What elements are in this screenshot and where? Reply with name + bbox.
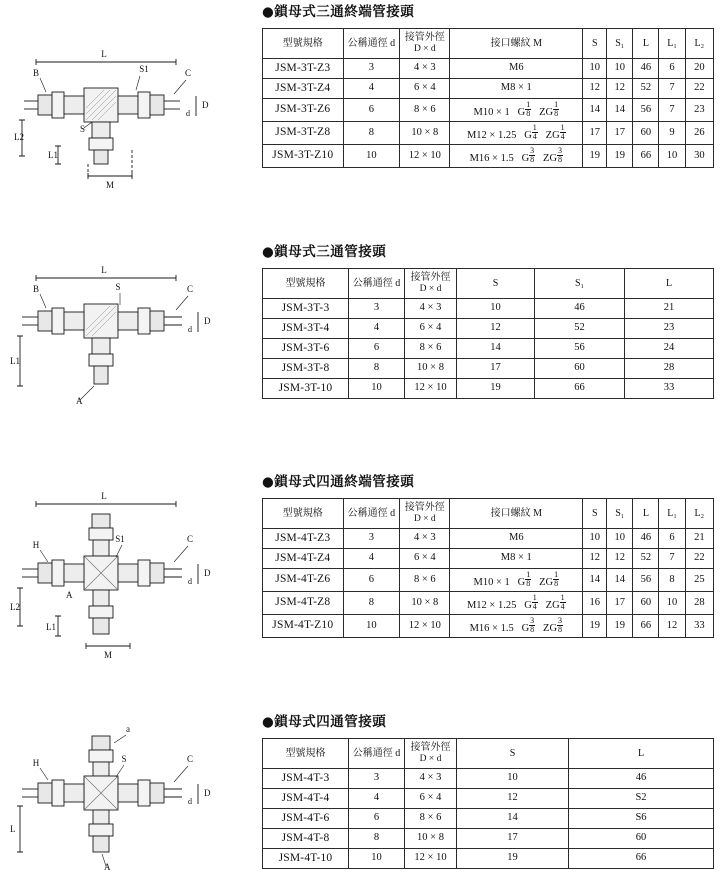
- table-cross-union-wrapper: [262, 710, 714, 869]
- table-header-row: [263, 29, 714, 59]
- table-header-row: [263, 499, 714, 529]
- cell-S: 19: [457, 379, 535, 399]
- table-row: [263, 59, 714, 79]
- cell-d: 4: [343, 549, 400, 569]
- cell-model: JSM-4T-Z4: [263, 549, 344, 569]
- th-l: L: [569, 739, 714, 769]
- cell-S: 17: [457, 829, 569, 849]
- cell-Dd: 6 × 4: [405, 789, 457, 809]
- svg-text:d: d: [186, 109, 190, 118]
- cell-L2: 25: [685, 569, 713, 592]
- cell-L: 60: [633, 591, 659, 614]
- table-row: [263, 319, 714, 339]
- diagram-cross-union: [0, 710, 258, 894]
- svg-text:M: M: [105, 180, 115, 190]
- cell-model: JSM-4T-Z8: [263, 591, 344, 614]
- cell-L: S6: [569, 809, 714, 829]
- th-nominal: 公稱通徑 d: [343, 499, 400, 529]
- cell-model: JSM-3T-8: [263, 359, 349, 379]
- spec-table-tee-terminal: [262, 28, 714, 168]
- cell-S: 12: [583, 79, 607, 99]
- cell-d: 6: [343, 99, 400, 122]
- cell-Dd: 4 × 3: [405, 299, 457, 319]
- cell-S: 17: [583, 121, 607, 144]
- cell-Dd: 8 × 6: [400, 569, 450, 592]
- cell-thread: M12 × 1.25 G $\frac{1}{4}$ ZG $\frac{1}{4}$: [450, 121, 583, 144]
- section-tee-union: [0, 240, 720, 455]
- th-nominal: 公稱通徑 d: [349, 739, 405, 769]
- section-cross-union: [0, 710, 720, 894]
- cell-L1: 6: [659, 529, 685, 549]
- cell-Dd: 12 × 10: [400, 144, 450, 167]
- th-s: S: [583, 29, 607, 59]
- cell-Dd: 12 × 10: [400, 614, 450, 637]
- th-model: 型號規格: [263, 29, 344, 59]
- section-title-4: ●鎖母式四通管接頭: [262, 714, 387, 730]
- table-row: [263, 379, 714, 399]
- cell-L: 46: [569, 769, 714, 789]
- table-row: [263, 339, 714, 359]
- table-row: [263, 614, 714, 637]
- cell-d: 3: [349, 299, 405, 319]
- cell-d: 6: [349, 339, 405, 359]
- table-row: [263, 591, 714, 614]
- cell-L: 28: [625, 359, 714, 379]
- cell-L2: 33: [685, 614, 713, 637]
- cell-d: 3: [343, 59, 400, 79]
- cell-L: 56: [633, 99, 659, 122]
- cell-model: JSM-4T-3: [263, 769, 349, 789]
- th-s: S: [457, 739, 569, 769]
- cell-L: S2: [569, 789, 714, 809]
- cell-model: JSM-3T-Z10: [263, 144, 344, 167]
- svg-text:B: B: [32, 284, 40, 294]
- cell-d: 6: [349, 809, 405, 829]
- svg-text:A: A: [76, 396, 83, 406]
- cell-model: JSM-4T-Z10: [263, 614, 344, 637]
- svg-text:S1: S1: [115, 534, 125, 544]
- cell-model: JSM-3T-10: [263, 379, 349, 399]
- cell-thread: M8 × 1: [450, 79, 583, 99]
- cell-L: 46: [633, 529, 659, 549]
- th-s1: S₁: [535, 269, 625, 299]
- cell-L2: 22: [685, 549, 713, 569]
- svg-text:S: S: [121, 754, 127, 764]
- cell-S1: 52: [535, 319, 625, 339]
- cell-S: 14: [457, 809, 569, 829]
- cell-S1: 10: [607, 529, 633, 549]
- th-model: 型號規格: [263, 739, 349, 769]
- cell-model: JSM-4T-6: [263, 809, 349, 829]
- svg-text:a: a: [126, 724, 130, 734]
- cell-S1: 60: [535, 359, 625, 379]
- spec-table-cross-terminal: [262, 498, 714, 638]
- cell-L: 46: [633, 59, 659, 79]
- cell-S: 10: [583, 59, 607, 79]
- svg-text:S: S: [80, 124, 86, 134]
- cell-thread: M10 × 1 G $\frac{1}{8}$ ZG $\frac{1}{8}$: [450, 99, 583, 122]
- table-row: [263, 769, 714, 789]
- cell-L2: 20: [685, 59, 713, 79]
- th-l1: L₁: [659, 29, 685, 59]
- table-header-row: [263, 269, 714, 299]
- cell-Dd: 8 × 6: [405, 339, 457, 359]
- cell-model: JSM-4T-Z3: [263, 529, 344, 549]
- cell-S1: 17: [607, 591, 633, 614]
- cell-Dd: 4 × 3: [400, 59, 450, 79]
- svg-text:D: D: [204, 788, 211, 798]
- section-cross-terminal: [0, 470, 720, 695]
- cell-L: 21: [625, 299, 714, 319]
- cell-thread: M12 × 1.25 G $\frac{1}{4}$ ZG $\frac{1}{4}$: [450, 591, 583, 614]
- cell-Dd: 4 × 3: [400, 529, 450, 549]
- cell-d: 10: [343, 614, 400, 637]
- th-l: L: [625, 269, 714, 299]
- cell-L: 56: [633, 569, 659, 592]
- th-nominal: 公稱通徑 d: [343, 29, 400, 59]
- table-row: [263, 299, 714, 319]
- cell-S: 19: [457, 849, 569, 869]
- cell-Dd: 8 × 6: [405, 809, 457, 829]
- th-pipe-od: 接管外徑 D × d: [405, 269, 457, 299]
- cell-d: 3: [349, 769, 405, 789]
- table-row: [263, 99, 714, 122]
- svg-text:L: L: [101, 491, 107, 501]
- cell-S1: 56: [535, 339, 625, 359]
- cell-S: 14: [583, 569, 607, 592]
- svg-text:D: D: [204, 568, 211, 578]
- th-l: L: [633, 29, 659, 59]
- cell-model: JSM-3T-Z8: [263, 121, 344, 144]
- cell-S1: 46: [535, 299, 625, 319]
- cell-S: 17: [457, 359, 535, 379]
- cell-model: JSM-3T-Z4: [263, 79, 344, 99]
- cell-d: 4: [343, 79, 400, 99]
- svg-text:d: d: [188, 577, 192, 586]
- cell-L: 33: [625, 379, 714, 399]
- cell-thread: M16 × 1.5 G $\frac{3}{8}$ ZG $\frac{3}{8}$: [450, 144, 583, 167]
- cell-L1: 7: [659, 79, 685, 99]
- cell-d: 8: [349, 829, 405, 849]
- th-s: S: [457, 269, 535, 299]
- table-row: [263, 849, 714, 869]
- cell-d: 8: [343, 591, 400, 614]
- svg-text:d: d: [188, 325, 192, 334]
- th-thread: 接口螺紋 M: [450, 499, 583, 529]
- th-pipe-od: 接管外徑 D × d: [400, 499, 450, 529]
- cell-L1: 12: [659, 614, 685, 637]
- th-model: 型號規格: [263, 269, 349, 299]
- svg-text:A: A: [66, 590, 73, 600]
- cell-S: 10: [457, 769, 569, 789]
- cell-thread: M16 × 1.5 G $\frac{3}{8}$ ZG $\frac{3}{8}$: [450, 614, 583, 637]
- th-nominal: 公稱通徑 d: [349, 269, 405, 299]
- cell-Dd: 6 × 4: [405, 319, 457, 339]
- cell-thread: M6: [450, 59, 583, 79]
- spec-table-cross-union: [262, 738, 714, 869]
- cell-model: JSM-4T-10: [263, 849, 349, 869]
- table-header-row: [263, 739, 714, 769]
- diagram-tee-terminal: [0, 0, 258, 240]
- cell-model: JSM-4T-Z6: [263, 569, 344, 592]
- svg-text:D: D: [202, 100, 209, 110]
- th-thread: 接口螺紋 M: [450, 29, 583, 59]
- cell-S: 10: [583, 529, 607, 549]
- cell-model: JSM-3T-4: [263, 319, 349, 339]
- cell-Dd: 12 × 10: [405, 849, 457, 869]
- cell-Dd: 4 × 3: [405, 769, 457, 789]
- cell-L: 52: [633, 79, 659, 99]
- svg-text:C: C: [186, 754, 194, 764]
- cell-S: 19: [583, 144, 607, 167]
- spec-table-tee-union: [262, 268, 714, 399]
- cell-Dd: 10 × 8: [405, 829, 457, 849]
- cell-S1: 66: [535, 379, 625, 399]
- cell-L: 60: [633, 121, 659, 144]
- cell-model: JSM-4T-8: [263, 829, 349, 849]
- cell-S: 19: [583, 614, 607, 637]
- svg-text:L1: L1: [48, 150, 58, 160]
- section-title-3: ●鎖母式四通終端管接頭: [262, 474, 415, 490]
- svg-text:C: C: [186, 534, 194, 544]
- cell-S: 14: [457, 339, 535, 359]
- svg-text:B: B: [32, 68, 40, 78]
- th-s1: S₁: [607, 499, 633, 529]
- section-tee-terminal: [0, 0, 720, 240]
- cell-S1: 19: [607, 614, 633, 637]
- cell-model: JSM-3T-Z6: [263, 99, 344, 122]
- cell-L: 66: [569, 849, 714, 869]
- th-l1: L₁: [659, 499, 685, 529]
- cell-L2: 28: [685, 591, 713, 614]
- cell-Dd: 8 × 6: [400, 99, 450, 122]
- svg-text:C: C: [186, 284, 194, 294]
- cell-L: 24: [625, 339, 714, 359]
- svg-text:S1: S1: [139, 64, 149, 74]
- cell-L1: 7: [659, 549, 685, 569]
- cell-S1: 10: [607, 59, 633, 79]
- cell-L1: 10: [659, 591, 685, 614]
- table-cross-terminal-wrapper: [262, 470, 714, 638]
- cell-thread: M8 × 1: [450, 549, 583, 569]
- svg-text:D: D: [204, 316, 211, 326]
- cell-Dd: 10 × 8: [400, 121, 450, 144]
- cell-d: 8: [349, 359, 405, 379]
- th-s: S: [583, 499, 607, 529]
- svg-text:L1: L1: [10, 356, 20, 366]
- cell-L1: 7: [659, 99, 685, 122]
- table-tee-terminal-wrapper: [262, 0, 714, 168]
- svg-text:L1: L1: [46, 622, 56, 632]
- th-model: 型號規格: [263, 499, 344, 529]
- cell-L2: 30: [685, 144, 713, 167]
- cell-L1: 10: [659, 144, 685, 167]
- cell-Dd: 10 × 8: [400, 591, 450, 614]
- cell-S1: 12: [607, 79, 633, 99]
- cell-S: 12: [457, 319, 535, 339]
- cell-d: 4: [349, 319, 405, 339]
- cell-S: 12: [457, 789, 569, 809]
- section-title-1: ●鎖母式三通終端管接頭: [262, 4, 415, 20]
- svg-text:S: S: [115, 282, 121, 292]
- th-l2: L₂: [685, 29, 713, 59]
- th-pipe-od: 接管外徑 D × d: [400, 29, 450, 59]
- cell-L: 60: [569, 829, 714, 849]
- cell-L2: 23: [685, 99, 713, 122]
- svg-text:H: H: [32, 758, 40, 768]
- cell-S: 12: [583, 549, 607, 569]
- cell-model: JSM-3T-6: [263, 339, 349, 359]
- svg-text:H: H: [32, 540, 40, 550]
- cell-d: 10: [343, 144, 400, 167]
- cell-L1: 8: [659, 569, 685, 592]
- cell-S: 10: [457, 299, 535, 319]
- cell-S: 14: [583, 99, 607, 122]
- cell-Dd: 12 × 10: [405, 379, 457, 399]
- table-row: [263, 529, 714, 549]
- table-row: [263, 144, 714, 167]
- cell-S1: 14: [607, 569, 633, 592]
- cell-L: 52: [633, 549, 659, 569]
- cell-d: 10: [349, 849, 405, 869]
- cell-S: 16: [583, 591, 607, 614]
- svg-text:M: M: [103, 650, 113, 660]
- cell-thread: M10 × 1 G $\frac{1}{8}$ ZG $\frac{1}{8}$: [450, 569, 583, 592]
- table-row: [263, 79, 714, 99]
- cell-S1: 19: [607, 144, 633, 167]
- cell-L1: 6: [659, 59, 685, 79]
- cell-S1: 14: [607, 99, 633, 122]
- cell-L: 66: [633, 614, 659, 637]
- cell-S1: 12: [607, 549, 633, 569]
- cell-S1: 17: [607, 121, 633, 144]
- svg-text:d: d: [188, 797, 192, 806]
- svg-text:L: L: [101, 49, 107, 59]
- cell-Dd: 10 × 8: [405, 359, 457, 379]
- th-l: L: [633, 499, 659, 529]
- cell-d: 6: [343, 569, 400, 592]
- section-title-2: ●鎖母式三通管接頭: [262, 244, 387, 260]
- table-row: [263, 359, 714, 379]
- table-row: [263, 789, 714, 809]
- table-row: [263, 829, 714, 849]
- cell-d: 4: [349, 789, 405, 809]
- svg-text:L: L: [101, 265, 107, 275]
- cell-d: 10: [349, 379, 405, 399]
- diagram-tee-union: [0, 240, 258, 455]
- cell-model: JSM-4T-4: [263, 789, 349, 809]
- cell-Dd: 6 × 4: [400, 549, 450, 569]
- svg-text:C: C: [184, 68, 192, 78]
- cell-model: JSM-3T-3: [263, 299, 349, 319]
- table-tee-union-wrapper: [262, 240, 714, 399]
- svg-text:L2: L2: [14, 132, 24, 142]
- table-row: [263, 121, 714, 144]
- diagram-cross-terminal: [0, 470, 258, 695]
- cell-L2: 26: [685, 121, 713, 144]
- table-row: [263, 549, 714, 569]
- cell-model: JSM-3T-Z3: [263, 59, 344, 79]
- svg-text:L2: L2: [10, 602, 20, 612]
- cell-L1: 9: [659, 121, 685, 144]
- cell-d: 8: [343, 121, 400, 144]
- cell-Dd: 6 × 4: [400, 79, 450, 99]
- cell-L2: 22: [685, 79, 713, 99]
- cell-thread: M6: [450, 529, 583, 549]
- th-pipe-od: 接管外徑 D × d: [405, 739, 457, 769]
- th-l2: L₂: [685, 499, 713, 529]
- cell-L2: 21: [685, 529, 713, 549]
- th-s1: S₁: [607, 29, 633, 59]
- table-row: [263, 569, 714, 592]
- cell-L: 66: [633, 144, 659, 167]
- svg-text:A: A: [104, 862, 111, 872]
- svg-text:L: L: [10, 824, 16, 834]
- cell-d: 3: [343, 529, 400, 549]
- table-row: [263, 809, 714, 829]
- cell-L: 23: [625, 319, 714, 339]
